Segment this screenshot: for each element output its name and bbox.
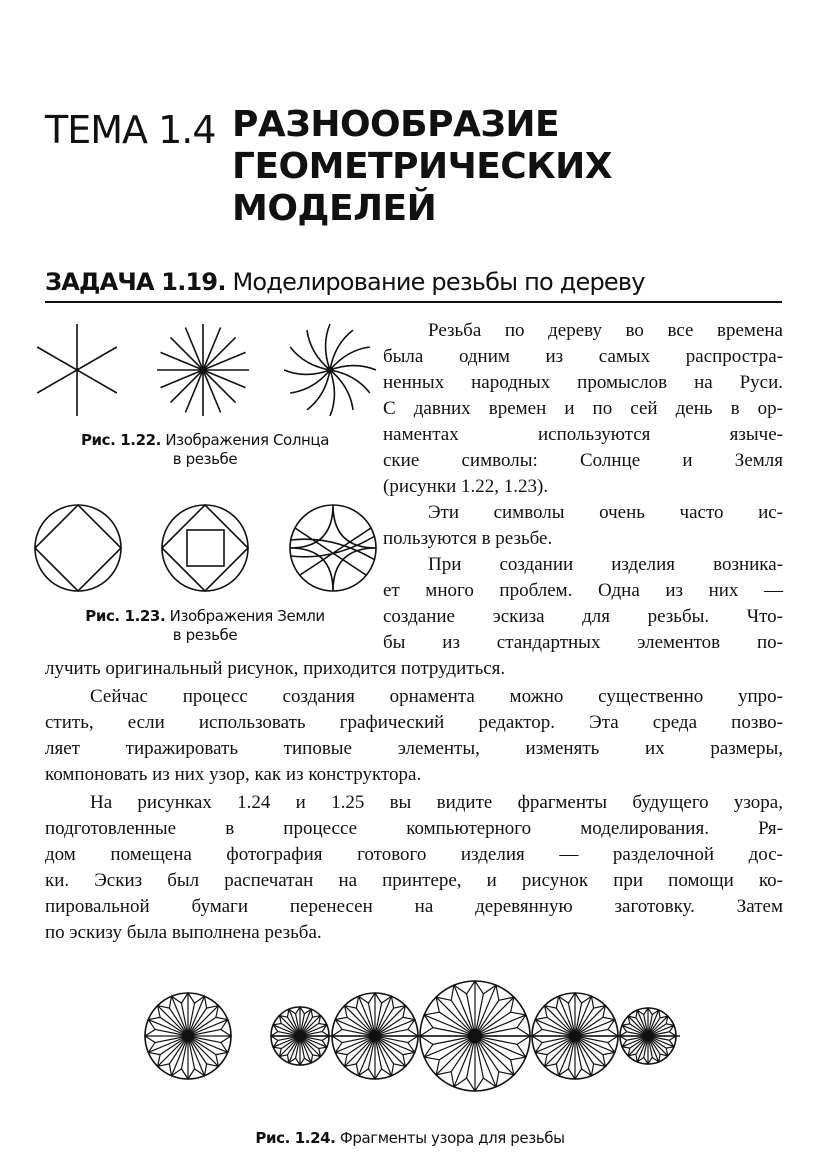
sun-curved-ray <box>330 330 353 370</box>
caption-label: Рис. 1.24. <box>255 1129 336 1147</box>
text-line: ки. Эскиз был распечатан на принтере, и рисунок при помощи ко- <box>45 870 783 891</box>
earth-circle <box>290 505 376 591</box>
rosette-center <box>645 1033 652 1040</box>
text-line: стить, если использовать графический редактор. Эта среда позво- <box>45 712 783 733</box>
rosette-center <box>183 1031 193 1041</box>
earth-symbol-arcs <box>290 505 376 591</box>
rosette-center <box>297 1033 304 1040</box>
sun-center <box>200 367 206 373</box>
text-line: Сейчас процесс создания орнамента можно существенно упро- <box>90 686 783 707</box>
earth-circle <box>162 505 248 591</box>
text-line: пировальной бумаги перенесен на деревянную заготовку. Затем <box>45 896 783 917</box>
text-line: дом помещена фотография готового изделия — разделочной дос- <box>45 844 783 865</box>
text-line: Резьба по дереву во все времена <box>428 320 783 341</box>
rosette <box>271 1007 329 1065</box>
sun-curved-ray <box>326 324 330 370</box>
caption-text: в резьбе <box>172 626 238 644</box>
rosette-spoke <box>475 1036 514 1075</box>
text-line: бы из стандартных элементов по- <box>383 632 783 653</box>
sun-symbol-6-rays <box>37 324 117 416</box>
earth-circle <box>35 505 121 591</box>
caption-text: Изображения Солнца <box>165 431 330 449</box>
title-line: МОДЕЛЕЙ <box>232 188 437 229</box>
rosette <box>620 1008 676 1064</box>
title-line: РАЗНООБРАЗИЕ <box>232 104 560 145</box>
theme-number: ТЕМА 1.4 <box>45 108 216 152</box>
text-line: подготовленные в процессе компьютерного моделирования. Ря- <box>45 818 783 839</box>
rosette <box>145 993 231 1079</box>
rosette <box>420 981 530 1091</box>
caption-label: Рис. 1.23. <box>85 607 166 625</box>
text-line: была одним из самых распростра- <box>383 346 783 367</box>
sun-curved-ray <box>290 347 330 370</box>
sun-curved-ray <box>284 370 330 374</box>
rosette-center <box>370 1031 380 1041</box>
text-line: наментах используются языче- <box>383 424 783 445</box>
caption-text: Фрагменты узора для резьбы <box>339 1129 565 1147</box>
text-line: ет много проблем. Одна из них — <box>383 580 783 601</box>
earth-symbol-rhombus <box>35 505 121 591</box>
rosette-spoke <box>436 1036 475 1075</box>
rosette-spoke <box>436 997 475 1036</box>
text-line: компоновать из них узор, как из конструктора. <box>45 764 422 785</box>
sun-symbol-curved-rays <box>284 324 376 416</box>
text-line: С давних времен и по сей день в ор- <box>383 398 783 419</box>
text-line: На рисунках 1.24 и 1.25 вы видите фрагменты будущего узора, <box>90 792 783 813</box>
task-title: Моделирование резьбы по дереву <box>232 268 645 296</box>
rosette <box>332 993 418 1079</box>
title-line: ГЕОМЕТРИЧЕСКИХ <box>232 146 613 187</box>
sun-curved-ray <box>307 370 330 410</box>
sun-curved-ray <box>330 370 370 393</box>
rosette-center <box>570 1031 580 1041</box>
sun-curved-ray <box>330 370 334 416</box>
text-line: лучить оригинальный рисунок, приходится потрудиться. <box>45 658 506 679</box>
text-line: создание эскиза для резьбы. Что- <box>383 606 783 627</box>
caption-text: Изображения Земли <box>169 607 325 625</box>
earth-cross-lines <box>291 528 375 575</box>
text-line: При создании изделия возника- <box>428 554 783 575</box>
sun-curved-ray <box>330 366 376 370</box>
pattern-fragments <box>145 981 680 1091</box>
text-line: пользуются в резьбе. <box>383 528 553 549</box>
text-line: Эти символы очень часто ис- <box>428 502 783 523</box>
task-label: ЗАДАЧА 1.19. <box>45 268 226 296</box>
sun-symbol-16-rays <box>157 324 249 416</box>
sun-center <box>328 368 333 373</box>
caption-text: в резьбе <box>172 450 238 468</box>
text-line: по эскизу была выполнена резьба. <box>45 922 322 943</box>
earth-square <box>187 530 224 566</box>
earth-symbol-rhombus-square <box>162 505 248 591</box>
text-line: ские символы: Солнце и Земля <box>383 450 783 471</box>
caption-label: Рис. 1.22. <box>80 431 161 449</box>
text-line: ненных народных промыслов на Руси. <box>383 372 783 393</box>
rosette <box>532 993 618 1079</box>
text-line: (рисунки 1.22, 1.23). <box>383 476 549 497</box>
rosette-spoke <box>475 997 514 1036</box>
rosette-center <box>468 1029 481 1042</box>
text-line: ляет тиражировать типовые элементы, изменять их размеры, <box>45 738 783 759</box>
